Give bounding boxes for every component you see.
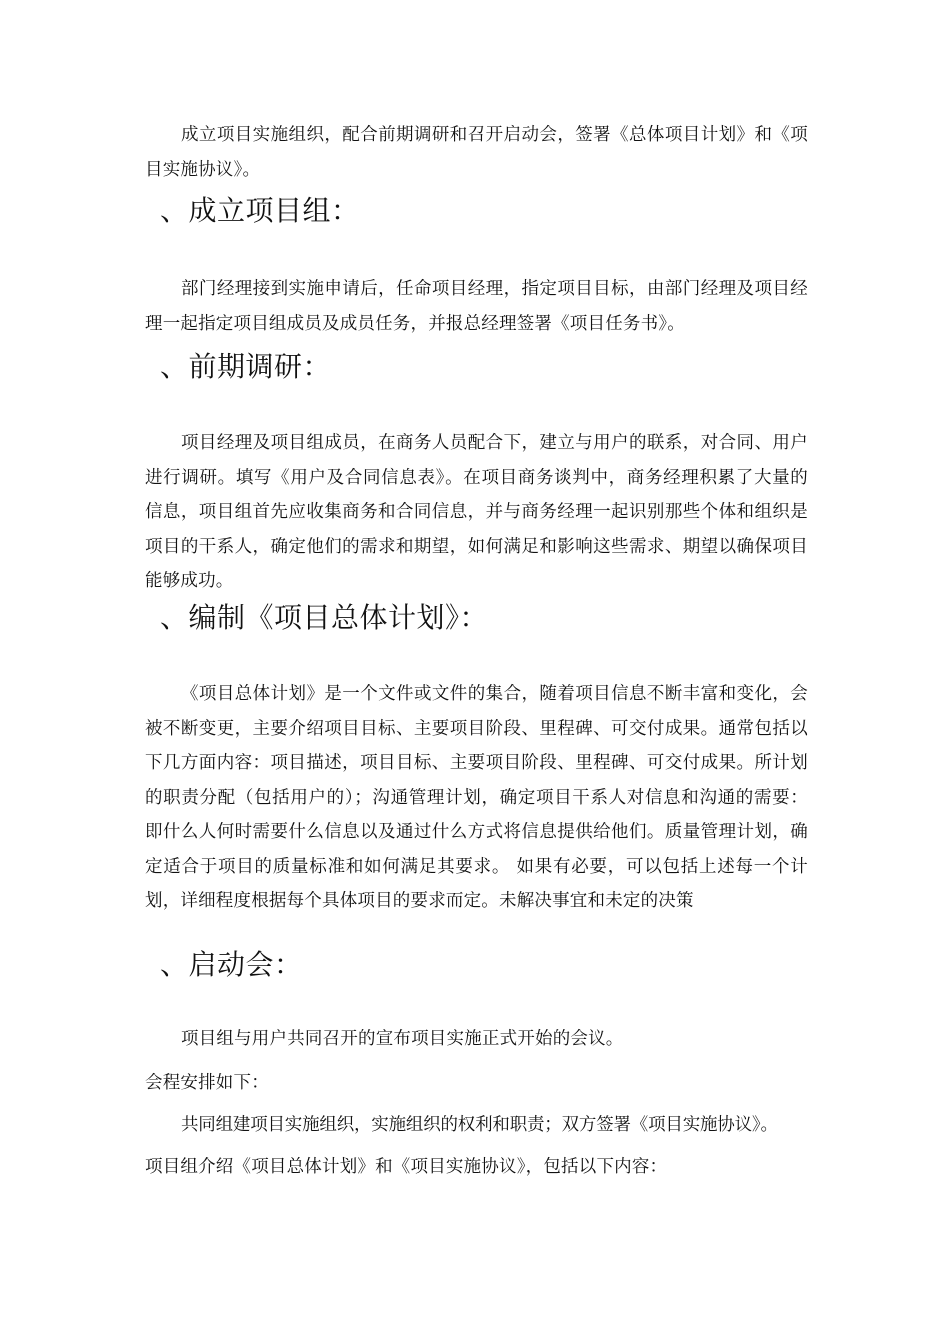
- schedule-label: 会程安排如下：: [145, 1073, 269, 1093]
- section-heading-kickoff: 、启动会：: [160, 948, 303, 981]
- section-paragraph-overall-plan: 《项目总体计划》是一个文件或文件的集合，随着项目信息不断丰富和变化，会被不断变更，主要介绍项目目标、主要项目阶段、里程碑、可交付成果。通常包括以下几方面内容：项目描述，项目目标、主要项目阶段、里程碑、可交付成果。所计划的职责分配（包括用户的）；沟通管理计划，确定项目干系人对信息和沟通的需要：即什么人何时需要什么信息以及通过什么方式将信息提供给他们。质量管理计划，确定适合于项目的质量标准和如何满足其要求。 如果有必要，可以包括上述每一个计划，详细程度根据每个具体项目的要求而定。未解决事宜和未定的决策: [145, 684, 808, 911]
- schedule-item-2: 项目组介绍《项目总体计划》和《项目实施协议》，包括以下内容：: [145, 1157, 668, 1177]
- intro-paragraph: 成立项目实施组织，配合前期调研和召开启动会，签署《总体项目计划》和《项目实施协议》。: [145, 125, 808, 180]
- section-paragraph-form-team: 部门经理接到实施申请后，任命项目经理，指定项目目标，由部门经理及项目经理一起指定项目组成员及成员任务，并报总经理签署《项目任务书》。: [145, 279, 808, 334]
- section-paragraph-kickoff: 项目组与用户共同召开的宣布项目实施正式开始的会议。: [181, 1029, 624, 1049]
- section-heading-form-team: 、成立项目组：: [160, 194, 360, 227]
- section-heading-overall-plan: 、编制《项目总体计划》：: [160, 601, 489, 634]
- schedule-item-1: 共同组建项目实施组织，实施组织的权利和职责；双方签署《项目实施协议》。: [181, 1115, 778, 1135]
- section-heading-research: 、前期调研：: [160, 350, 332, 383]
- section-paragraph-research: 项目经理及项目组成员，在商务人员配合下，建立与用户的联系，对合同、用户进行调研。填写《用户及合同信息表》。在项目商务谈判中，商务经理积累了大量的信息，项目组首先应收集商务和合同信息，并与商务经理一起识别那些个体和组织是项目的干系人，确定他们的需求和期望，如何满足和影响这些需求、期望以确保项目能够成功。: [145, 433, 808, 591]
